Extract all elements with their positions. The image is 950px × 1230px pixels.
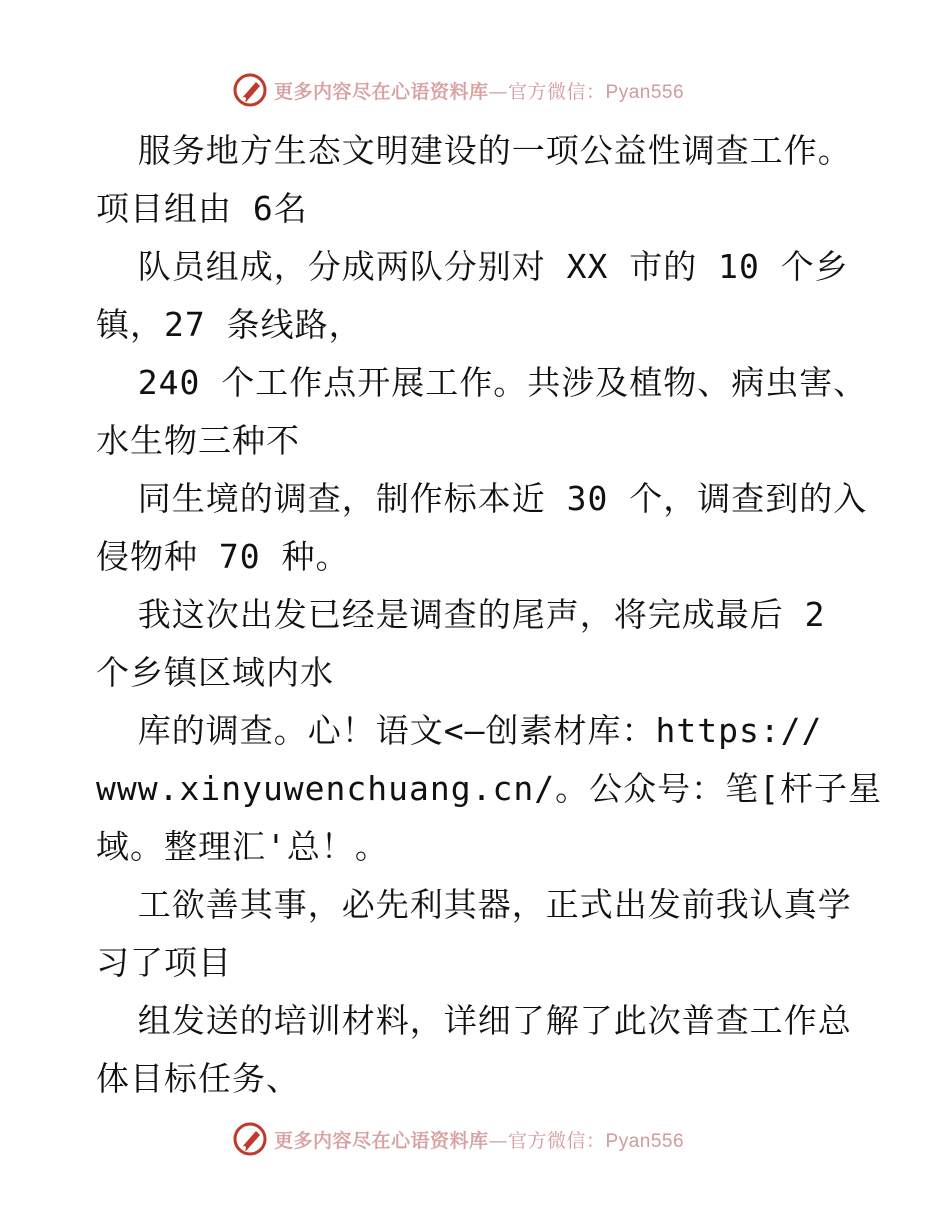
text-line: 镇，27 条线路， (96, 305, 363, 344)
text-line: 水生物三种不 (96, 421, 300, 460)
text-line: 个乡镇区域内水 (96, 653, 334, 692)
text-line: 习了项目 (96, 943, 232, 982)
text-line: 同生境的调查，制作标本近 30 个，调查到的入 (96, 479, 868, 518)
banner-separator: — (488, 1129, 509, 1152)
text-line: 库的调查。心！语文<—创素材库：https:// (96, 711, 823, 750)
banner-slogan: 更多内容尽在心语资料库 (274, 80, 489, 103)
pen-logo-icon (232, 1121, 268, 1157)
text-line: 域。整理汇'总！。 (96, 827, 389, 866)
text-line: 侵物种 70 种。 (96, 537, 350, 576)
text-line: 项目组由 6名 (96, 189, 308, 228)
text-line: 我这次出发已经是调查的尾声，将完成最后 2 (96, 595, 826, 634)
text-line: 队员组成，分成两队分别对 XX 市的 10 个乡 (96, 247, 849, 286)
banner-separator: — (488, 80, 509, 103)
footer-banner (232, 1119, 712, 1159)
banner-text (274, 77, 684, 104)
document-body (96, 122, 882, 1108)
banner-slogan: 更多内容尽在心语资料库 (274, 1129, 489, 1152)
text-line: 240 个工作点开展工作。共涉及植物、病虫害、 (96, 363, 868, 402)
pen-logo-icon (232, 72, 268, 108)
text-line: 服务地方生态文明建设的一项公益性调查工作。 (96, 131, 852, 170)
text-line: 工欲善其事，必先利其器，正式出发前我认真学 (96, 885, 852, 924)
banner-wechat: 官方微信：Pyan556 (508, 1130, 685, 1152)
text-line: 体目标任务、 (96, 1059, 300, 1098)
text-line: 组发送的培训材料，详细了解了此次普查工作总 (96, 1001, 852, 1040)
header-banner (232, 70, 712, 110)
banner-text (274, 1126, 684, 1153)
text-line: www.xinyuwenchuang.cn/。公众号：笔[杆子星 (96, 769, 882, 808)
banner-wechat: 官方微信：Pyan556 (508, 81, 685, 103)
